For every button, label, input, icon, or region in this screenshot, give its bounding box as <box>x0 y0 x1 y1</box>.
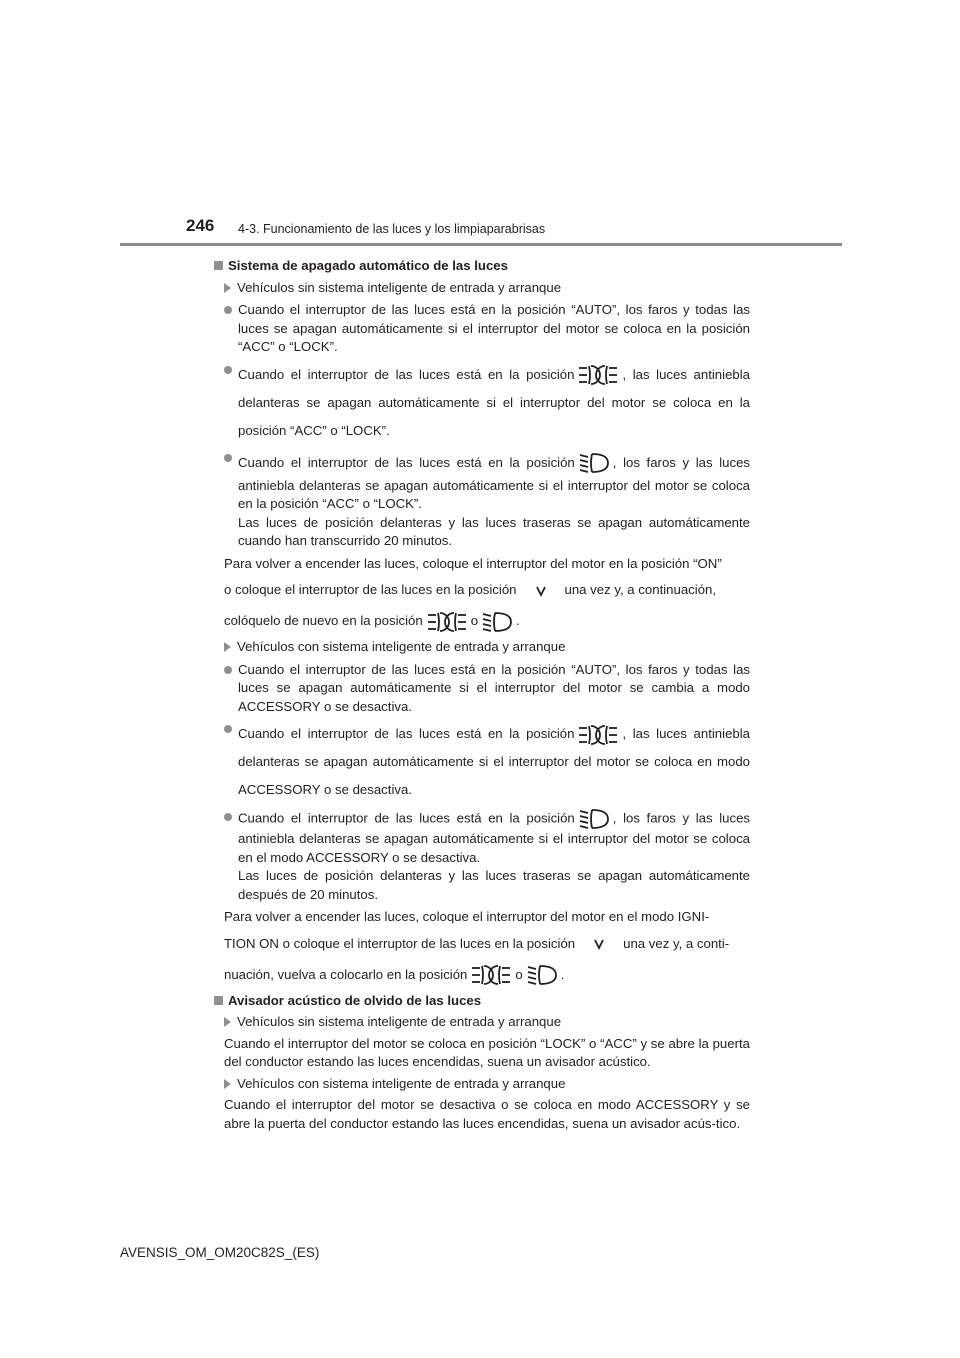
paragraph: Cuando el interruptor del motor se coloca en posición “LOCK” o “ACC” y se abre la puerta del conductor estando las luces encendidas, suena un avisador acústico. <box>224 1035 750 1069</box>
section-title: Avisador acústico de olvido de las luces <box>228 992 482 1008</box>
headlight-icon <box>579 452 609 474</box>
page-number: 246 <box>186 216 215 235</box>
subheading <box>210 1013 750 1032</box>
section-title: Sistema de apagado automático de las luces <box>228 258 508 273</box>
section-heading <box>210 992 750 1011</box>
triangle-marker-icon <box>224 642 231 652</box>
front-fog-light-icon <box>578 724 618 746</box>
bullet-text: Cuando el interruptor de las luces está en la posición , los faros y las luces antiniebla delanteras se apagan automáticamente si el interruptor del motor se coloca en el modo ACCESSORY o se desactiva. Las luces de posición delanteras y las luces traseras se apagan automáticamente después de 20 minutos. <box>238 808 750 904</box>
bullet-dot-icon <box>224 813 232 821</box>
subheading <box>210 638 750 657</box>
bullet-item <box>210 449 750 551</box>
header-rule <box>120 243 842 246</box>
subheading <box>210 1075 750 1094</box>
triangle-marker-icon <box>224 1017 231 1027</box>
paragraph: nuación, vuelva a colocarlo en la posición o . <box>210 961 750 989</box>
bullet-dot-icon <box>224 454 232 462</box>
bullet-text: Cuando el interruptor de las luces está en la posición , las luces antiniebla delanteras se apagan automáticamente si el interruptor del motor se coloca en modo ACCESSORY o se desactiva. <box>238 720 750 804</box>
headlight-icon <box>579 808 609 830</box>
bullet-dot-icon <box>224 306 232 314</box>
subheading-text: Vehículos sin sistema inteligente de entrada y arranque <box>237 1014 562 1029</box>
subheading-text: Vehículos con sistema inteligente de entrada y arranque <box>237 1075 566 1091</box>
bullet-item <box>210 361 750 445</box>
bullet-text: Cuando el interruptor de las luces está en la posición “AUTO”, los faros y todas las luces se apagan automáticamente si el interruptor del motor se coloca en la posición “ACC” o “LOCK”. <box>238 302 750 354</box>
triangle-marker-icon <box>224 1079 231 1089</box>
headlight-icon <box>482 611 512 633</box>
triangle-marker-icon <box>224 283 231 293</box>
tail-light-icon <box>593 938 605 950</box>
section-square-marker <box>214 996 223 1005</box>
bullet-dot-icon <box>224 725 232 733</box>
bullet-dot-icon <box>224 366 232 374</box>
section-header-title: 4-3. Funcionamiento de las luces y los limpiaparabrisas <box>238 222 546 236</box>
bullet-dot-icon <box>224 666 232 674</box>
bullet-text: Cuando el interruptor de las luces está en la posición , los faros y las luces antiniebla delanteras se apagan automáticamente si el interruptor del motor se coloca en la posición “ACC” o “LOCK”. Las luces de posición delanteras y las luces traseras se apagan automáticamente cuando han transcurrido 20 minutos. <box>238 449 750 551</box>
paragraph: Para volver a encender las luces, coloque el interruptor del motor en la posición “ON” <box>224 555 722 571</box>
section-square-marker <box>214 261 223 270</box>
paragraph: colóquelo de nuevo en la posición o . <box>210 607 750 635</box>
paragraph: TION ON o coloque el interruptor de las luces en la posición una vez y, a conti- <box>224 935 730 951</box>
page-content <box>210 255 750 1136</box>
bullet-item <box>210 808 750 904</box>
subheading <box>210 279 750 298</box>
section-heading <box>210 257 750 276</box>
subheading-text: Vehículos con sistema inteligente de entrada y arranque <box>237 639 566 654</box>
paragraph: Cuando el interruptor del motor se desactiva o se coloca en modo ACCESSORY y se abre la puerta del conductor estando las luces encendidas, suena un avisador acús-tico. <box>224 1097 750 1131</box>
headlight-icon <box>527 964 557 986</box>
paragraph: o coloque el interruptor de las luces en la posición una vez y, a continuación, <box>224 582 717 597</box>
front-fog-light-icon <box>427 611 467 633</box>
bullet-item <box>210 661 750 717</box>
bullet-item <box>210 720 750 804</box>
tail-light-icon <box>535 585 547 597</box>
front-fog-light-icon <box>471 964 511 986</box>
subheading-text: Vehículos sin sistema inteligente de entrada y arranque <box>237 279 562 295</box>
bullet-text: Cuando el interruptor de las luces está en la posición , las luces antiniebla delanteras se apagan automáticamente si el interruptor del motor se coloca en la posición “ACC” o “LOCK”. <box>238 361 750 445</box>
paragraph: Para volver a encender las luces, coloque el interruptor del motor en el modo IGNI- <box>224 909 710 924</box>
front-fog-light-icon <box>578 364 618 386</box>
document-footer-code: AVENSIS_OM_OM20C82S_(ES) <box>120 1245 320 1260</box>
bullet-text: Cuando el interruptor de las luces está en la posición “AUTO”, los faros y todas las luces se apagan automáticamente si el interruptor del motor se cambia a modo ACCESSORY o se desactiva. <box>238 661 750 714</box>
bullet-item <box>210 301 750 357</box>
